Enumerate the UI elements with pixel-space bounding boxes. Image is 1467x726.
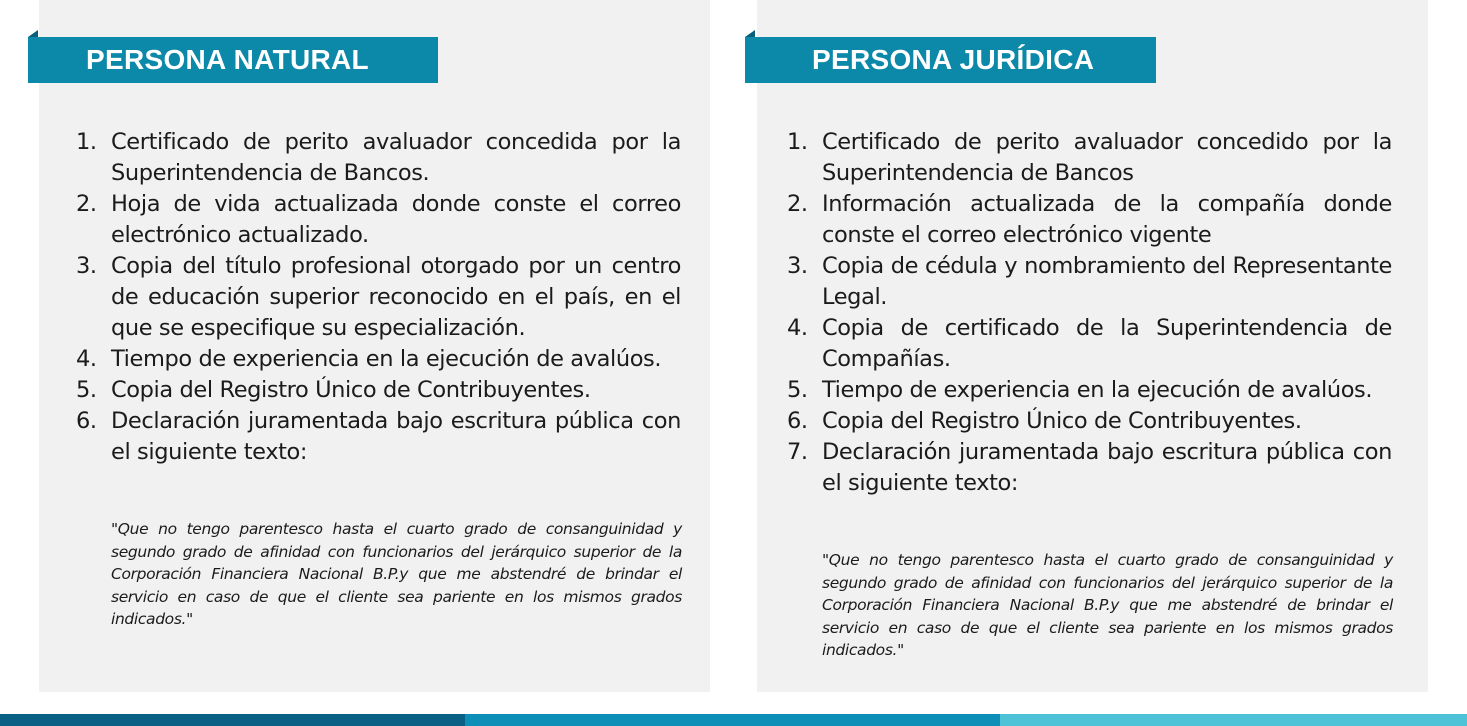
requirement-text: Tiempo de experiencia en la ejecución de avalúos. xyxy=(822,377,1373,403)
requirement-text: Tiempo de experiencia en la ejecución de avalúos. xyxy=(111,346,662,372)
requirement-number: 7. xyxy=(787,439,808,465)
requirement-number: 3. xyxy=(787,253,808,279)
requirement-text: Certificado de perito avaluador concedida por la Superintendencia de Bancos. xyxy=(111,129,681,186)
requirement-text: Declaración juramentada bajo escritura pública con el siguiente texto: xyxy=(111,408,681,465)
persona-natural-declaration-quote: "Que no tengo parentesco hasta el cuarto grado de consanguinidad y segundo grado de afinidad con funcionarios del jerárquico superior de la Corporación Financiera Nacional B.P.y que me abstendré de brindar el servicio en caso de que el cliente sea pariente en los mismos grados indicados." xyxy=(111,520,682,628)
requirement-text: Copia de cédula y nombramiento del Representante Legal. xyxy=(822,253,1392,310)
requirement-number: 1. xyxy=(76,129,97,155)
persona-juridica-requirements xyxy=(787,127,1392,499)
requirement-item xyxy=(787,313,1392,375)
footer-bar-segment-light xyxy=(1000,714,1467,726)
requirement-item xyxy=(76,251,681,344)
requirement-item xyxy=(787,406,1392,437)
requirement-number: 3. xyxy=(76,253,97,279)
requirement-text: Certificado de perito avaluador concedido por la Superintendencia de Bancos xyxy=(822,129,1392,186)
requirement-number: 2. xyxy=(76,191,97,217)
requirement-item xyxy=(787,189,1392,251)
requirement-number: 1. xyxy=(787,129,808,155)
persona-juridica-declaration-quote: "Que no tengo parentesco hasta el cuarto grado de consanguinidad y segundo grado de afinidad con funcionarios del jerárquico superior de la Corporación Financiera Nacional B.P.y que me abstendré de brindar el servicio en caso de que el cliente sea pariente en los mismos grados indicados." xyxy=(822,551,1393,659)
persona-natural-title: PERSONA NATURAL xyxy=(28,37,438,83)
requirement-item xyxy=(787,437,1392,499)
requirement-number: 2. xyxy=(787,191,808,217)
requirement-text: Copia de certificado de la Superintendencia de Compañías. xyxy=(822,315,1392,372)
requirement-number: 6. xyxy=(787,408,808,434)
requirement-text: Copia del título profesional otorgado por un centro de educación superior reconocido en el país, en el que se especifique su especialización. xyxy=(111,253,681,341)
requirement-item xyxy=(76,375,681,406)
requirement-number: 4. xyxy=(76,346,97,372)
requirement-item xyxy=(76,344,681,375)
requirement-item xyxy=(76,127,681,189)
requirement-item xyxy=(76,406,681,468)
requirement-number: 5. xyxy=(787,377,808,403)
requirement-text: Copia del Registro Único de Contribuyentes. xyxy=(111,377,591,403)
persona-natural-requirements xyxy=(76,127,681,468)
requirement-text: Hoja de vida actualizada donde conste el correo electrónico actualizado. xyxy=(111,191,681,248)
requirement-number: 6. xyxy=(76,408,97,434)
footer-color-bar xyxy=(0,714,1467,726)
persona-juridica-title: PERSONA JURÍDICA xyxy=(745,37,1156,83)
requirement-text: Declaración juramentada bajo escritura pública con el siguiente texto: xyxy=(822,439,1392,496)
requirement-number: 4. xyxy=(787,315,808,341)
requirement-item xyxy=(76,189,681,251)
requirement-text: Información actualizada de la compañía donde conste el correo electrónico vigente xyxy=(822,191,1392,248)
requirement-item xyxy=(787,375,1392,406)
requirement-item xyxy=(787,251,1392,313)
footer-bar-segment-dark xyxy=(0,714,465,726)
requirement-number: 5. xyxy=(76,377,97,403)
requirement-item xyxy=(787,127,1392,189)
footer-bar-segment-mid xyxy=(465,714,1000,726)
requirement-text: Copia del Registro Único de Contribuyentes. xyxy=(822,408,1302,434)
